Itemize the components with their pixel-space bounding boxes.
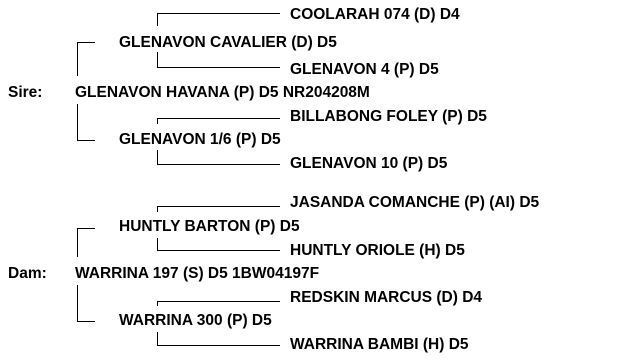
dam-sire-sire-name: JASANDA COMANCHE (P) (AI) D5 (290, 194, 540, 211)
connector-dam-sire-bracket-low (157, 238, 158, 250)
dam-dam-name: WARRINA 300 (P) D5 (119, 312, 272, 329)
dam-name: WARRINA 197 (S) D5 1BW04197F (75, 265, 320, 282)
connector-dam-dam-bracket (157, 301, 158, 306)
connector-dam-dam-dam (157, 345, 280, 346)
sire-dam-sire-name: BILLABONG FOLEY (P) D5 (290, 108, 487, 125)
sire-label: Sire: (8, 84, 43, 101)
connector-sire-sire (77, 42, 95, 43)
connector-sire-sire-bracket (157, 13, 158, 26)
connector-dam-bracket-bottom (77, 285, 78, 321)
connector-dam-bracket-top (77, 228, 78, 257)
connector-dam-sire-bracket (157, 206, 158, 212)
connector-sire-sire-bracket-low (157, 52, 158, 67)
sire-sire-name: GLENAVON CAVALIER (D) D5 (119, 34, 337, 51)
sire-dam-dam-name: GLENAVON 10 (P) D5 (290, 155, 448, 172)
dam-sire-name: HUNTLY BARTON (P) D5 (119, 218, 300, 235)
dam-dam-sire-name: REDSKIN MARCUS (D) D4 (290, 289, 483, 306)
connector-dam-dam-sire (157, 301, 280, 302)
connector-dam-dam-bracket-low (157, 332, 158, 345)
connector-dam-sire-sire (157, 206, 280, 207)
connector-sire-dam-bracket-low (157, 150, 158, 164)
connector-sire-dam-bracket (157, 118, 158, 124)
sire-sire-sire-name: COOLARAH 074 (D) D4 (290, 6, 460, 23)
dam-label: Dam: (8, 265, 47, 282)
connector-sire-sire-sire (157, 13, 280, 14)
connector-sire-bracket-bottom (77, 104, 78, 140)
dam-sire-dam-name: HUNTLY ORIOLE (H) D5 (290, 242, 465, 259)
connector-dam-dam (77, 321, 95, 322)
sire-name: GLENAVON HAVANA (P) D5 NR204208M (75, 84, 370, 101)
connector-dam-sire-dam (157, 250, 280, 251)
connector-sire-dam-dam (157, 164, 280, 165)
sire-sire-dam-name: GLENAVON 4 (P) D5 (290, 61, 439, 78)
sire-dam-name: GLENAVON 1/6 (P) D5 (119, 131, 281, 148)
connector-sire-bracket-top (77, 42, 78, 76)
connector-sire-dam (77, 140, 95, 141)
connector-dam-sire (77, 228, 95, 229)
dam-dam-dam-name: WARRINA BAMBI (H) D5 (290, 336, 469, 353)
connector-sire-sire-dam (157, 67, 280, 68)
connector-sire-dam-sire (157, 118, 280, 119)
